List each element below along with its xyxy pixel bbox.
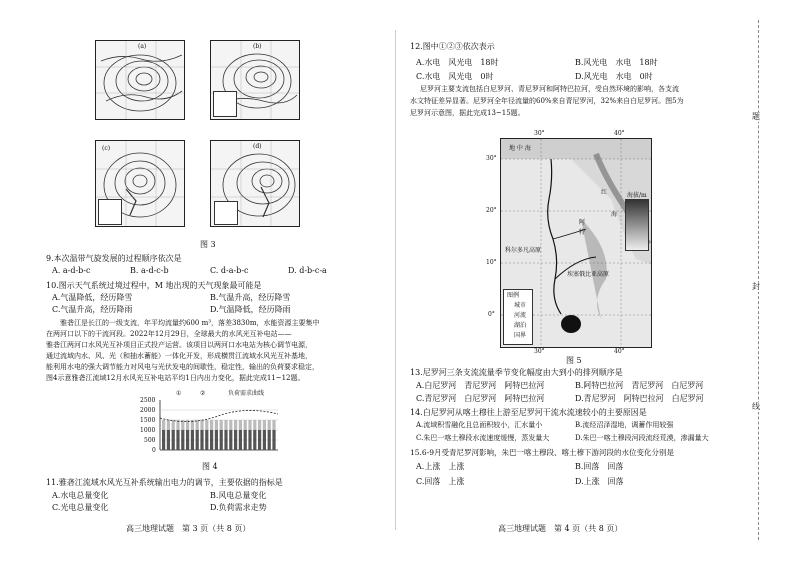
- bar-segment: [167, 430, 170, 450]
- passage-line: 雅砻江两河口水风光互补项目正式投产运营。该项目以两河口水电站为核心调节电源，: [46, 341, 312, 349]
- bar-segment: [272, 420, 275, 430]
- lat-label: 30°: [486, 155, 497, 162]
- lat-label: 10°: [486, 259, 497, 266]
- map-label-kordofan: 科尔多凡高原: [505, 247, 542, 254]
- legend-title: 图例: [507, 292, 520, 299]
- bar-segment: [268, 430, 271, 450]
- lon-label-bottom: 40°: [614, 348, 625, 355]
- map-label-sea: 地 中 海: [509, 145, 531, 152]
- elevation-legend: [625, 192, 649, 251]
- bar-segment: [224, 420, 227, 430]
- bar-segment: [162, 420, 165, 430]
- panel-label-d: (d): [253, 143, 262, 150]
- fig4-legend-3: 负荷需求曲线: [228, 390, 265, 397]
- bar-segment: [200, 430, 203, 450]
- map-legend-d: [214, 201, 238, 225]
- map-label-sea2: 海: [611, 211, 618, 218]
- weather-map-c: [95, 140, 185, 227]
- bar-segment: [258, 430, 261, 450]
- bar-segment: [220, 430, 223, 450]
- bar-segment: [244, 420, 247, 430]
- q12-stem: 12.图中①②③依次表示: [410, 42, 495, 51]
- bar-segment: [224, 430, 227, 450]
- q9-option-d[interactable]: D. d-b-c-a: [288, 266, 327, 275]
- page-gutter: [395, 30, 396, 530]
- y-tick: 2000: [140, 407, 156, 414]
- map-legend-b: [213, 91, 237, 117]
- q10-option-a[interactable]: A.气温降低，经历降雪: [52, 293, 133, 302]
- q12-option-c[interactable]: C.水电 风光电 0时: [416, 72, 494, 81]
- passage-line: 能利用水电的强大调节能力对风电与光伏发电的间歇性，稳定性，输出的负荷要求稳定，: [46, 363, 319, 371]
- margin-char: 封: [752, 282, 760, 291]
- margin-char: 题: [752, 112, 760, 121]
- q14-option-d[interactable]: D.朱巴一喀土穆段河段流经荒漠，渗漏量大: [575, 434, 709, 442]
- weather-map-b: [210, 40, 300, 120]
- bar-segment: [253, 430, 256, 450]
- q12-option-a[interactable]: A.水电 风光电 18时: [416, 58, 499, 67]
- bar-segment: [205, 430, 208, 450]
- bar-segment: [210, 430, 213, 450]
- binding-line: [758, 20, 759, 540]
- map-label-ethiopia: 埃塞俄比亚高原: [567, 271, 610, 278]
- q14-option-a[interactable]: A.流域积雪融化且总面积较小，汇水量小: [416, 421, 543, 429]
- q9-option-a[interactable]: A. a-d-b-c: [52, 266, 91, 275]
- q15-option-c[interactable]: C.回落 上涨: [416, 477, 465, 486]
- q10-option-c[interactable]: C.气温升高，经历降雨: [52, 305, 133, 314]
- legend-river: 河流: [514, 312, 527, 319]
- q13-option-d[interactable]: D.青尼罗河 阿特巴拉河 白尼罗河: [575, 394, 704, 403]
- legend-city: 城市: [514, 302, 527, 309]
- bar-segment: [210, 420, 213, 430]
- y-tick: 2500: [140, 397, 156, 404]
- hourly-bars: [162, 420, 276, 450]
- lat-label: 0°: [488, 311, 495, 318]
- lat-label: 20°: [486, 207, 497, 214]
- q9-stem: 9.本次温带气旋发展的过程顺序依次是: [46, 254, 182, 263]
- weather-map-a: [95, 40, 185, 120]
- bar-segment: [239, 420, 242, 430]
- nile-passage-line: 尼罗河主要支流包括白尼罗河、青尼罗河和阿特巴拉河，受自然环境的影响，各支流: [420, 85, 679, 93]
- right-footer: 高三地理试题 第 4 页（共 8 页）: [498, 524, 623, 533]
- bar-segment: [181, 430, 184, 450]
- q11-stem: 11.雅砻江流域水风光互补系统输出电力的调节，主要依据的指标是: [46, 478, 283, 487]
- bar-segment: [239, 430, 242, 450]
- bar-segment: [172, 430, 175, 450]
- q10-stem: 10.图示天气系统过境过程中，M 地出现的天气现象最可能是: [46, 281, 262, 290]
- nile-passage-line: 尼罗河示意图，据此完成13~15题。: [410, 109, 525, 117]
- bar-segment: [176, 430, 179, 450]
- bar-segment: [200, 420, 203, 430]
- bar-segment: [167, 420, 170, 430]
- q14-stem: 14.白尼罗河从喀土穆往上游至尼罗河干流水流速较小的主要原因是: [410, 408, 647, 417]
- q12-option-d[interactable]: D.风光电 水电 0时: [575, 72, 653, 81]
- passage-line: 雅砻江是长江的一级支流，年平均流量约600 m³，落差3830m，水能资源主要集中: [60, 319, 320, 327]
- bar-segment: [253, 420, 256, 430]
- q12-option-b[interactable]: B.风光电 水电 18时: [575, 58, 658, 67]
- weather-map-d: [210, 140, 300, 227]
- q10-option-d[interactable]: D.气温降低，经历降雨: [210, 305, 291, 314]
- bar-segment: [215, 430, 218, 450]
- bar-segment: [263, 420, 266, 430]
- bar-segment: [220, 420, 223, 430]
- nile-map: [500, 138, 652, 348]
- q13-option-b[interactable]: B.阿特巴拉河 青尼罗河 白尼罗河: [575, 381, 704, 390]
- map-legend-c: [98, 199, 122, 225]
- bar-segment: [191, 430, 194, 450]
- fig3-caption: 图 3: [200, 240, 216, 249]
- bar-segment: [215, 420, 218, 430]
- nile-passage-line: 水文特征差异显著。尼罗河全年径流量的60%来自青尼罗河，32%来自白尼罗河。图5为: [410, 97, 684, 105]
- margin-char: 线: [752, 402, 760, 411]
- q15-stem: 15.6-9月受青尼罗河影响，朱巴一喀土穆段、喀土穆下游河段的水位变化分别是: [410, 448, 675, 457]
- bar-segment: [263, 430, 266, 450]
- map-label-a: 阿: [579, 219, 586, 226]
- legend-lake: 湖泊: [514, 322, 527, 329]
- panel-label-a: (a): [138, 43, 147, 50]
- bar-segment: [186, 430, 189, 450]
- q11-option-b[interactable]: B.风电总量变化: [210, 491, 267, 500]
- panel-label-b: (b): [253, 43, 262, 50]
- passage-line: 图4示意雅砻江流域12月水风光互补电站平均1日内出力变化，据此完成11~12题。: [46, 374, 305, 382]
- elevation-title: 海拔/m: [627, 192, 647, 199]
- fig4-chart: [130, 392, 280, 456]
- q11-option-a[interactable]: A.水电总量变化: [52, 491, 109, 500]
- bar-segment: [172, 420, 175, 430]
- y-tick: 500: [144, 437, 156, 444]
- map-label-t: 特: [579, 229, 586, 236]
- lon-label: 40°: [614, 130, 625, 137]
- q11-option-c[interactable]: C.光电总量变化: [52, 503, 109, 512]
- q13-stem: 13.尼罗河三条支流流量季节变化幅度由大到小的排列顺序是: [410, 368, 623, 377]
- bar-segment: [229, 420, 232, 430]
- legend-border: 国界: [514, 332, 527, 339]
- fig4-caption: 图 4: [202, 462, 218, 471]
- fig4-legend-2: ②: [200, 390, 206, 397]
- bar-segment: [205, 420, 208, 430]
- bar-segment: [229, 430, 232, 450]
- bar-segment: [272, 430, 275, 450]
- q13-option-a[interactable]: A.白尼罗河 青尼罗河 阿特巴拉河: [416, 381, 545, 390]
- passage-line: 在两河口以下的干流河段。2022年12月29日，全球最大的水风光互补电站——: [46, 330, 292, 338]
- bar-segment: [234, 430, 237, 450]
- fig5-caption: 图 5: [566, 356, 582, 365]
- lon-label: 30°: [534, 130, 545, 137]
- q11-option-d[interactable]: D.负荷需求走势: [210, 503, 267, 512]
- panel-label-c: (c): [102, 145, 111, 152]
- left-footer: 高三地理试题 第 3 页（共 8 页）: [126, 524, 251, 533]
- map-label-red: 红: [601, 189, 608, 196]
- bar-segment: [234, 420, 237, 430]
- q15-option-b[interactable]: B.回落 回落: [575, 462, 624, 471]
- q10-option-b[interactable]: B.气温升高，经历降雪: [210, 293, 291, 302]
- q9-option-c[interactable]: C. d-a-b-c: [210, 266, 249, 275]
- bar-segment: [244, 430, 247, 450]
- y-tick: 1000: [140, 427, 156, 434]
- q15-option-d[interactable]: D.上涨 回落: [575, 477, 624, 486]
- q13-option-c[interactable]: C.青尼罗河 白尼罗河 阿特巴拉河: [416, 394, 545, 403]
- q14-option-c[interactable]: C.朱巴一喀土穆段水流速度缓慢，蒸发量大: [416, 434, 550, 442]
- passage-line: 通过流域内水、风、光（和抽水蓄能）一体化开发，形成横贯江流域水风光互补基地，: [46, 352, 312, 360]
- bar-segment: [196, 430, 199, 450]
- bar-segment: [258, 420, 261, 430]
- bar-segment: [196, 420, 199, 430]
- q15-option-a[interactable]: A.上涨 上涨: [416, 462, 465, 471]
- bar-segment: [162, 430, 165, 450]
- map-legend: [503, 289, 533, 345]
- lon-label-bottom: 30°: [534, 348, 545, 355]
- y-tick: 1500: [140, 417, 156, 424]
- fig4-legend-1: ①: [176, 390, 182, 397]
- q14-option-b[interactable]: B.流经沼泽湿地，调蓄作用较强: [575, 421, 674, 429]
- q9-option-b[interactable]: B. a-d-c-b: [130, 266, 169, 275]
- y-tick: 0: [152, 447, 156, 454]
- bar-segment: [248, 430, 251, 450]
- bar-segment: [268, 420, 271, 430]
- bar-segment: [248, 420, 251, 430]
- isobar-map-a: [96, 41, 184, 119]
